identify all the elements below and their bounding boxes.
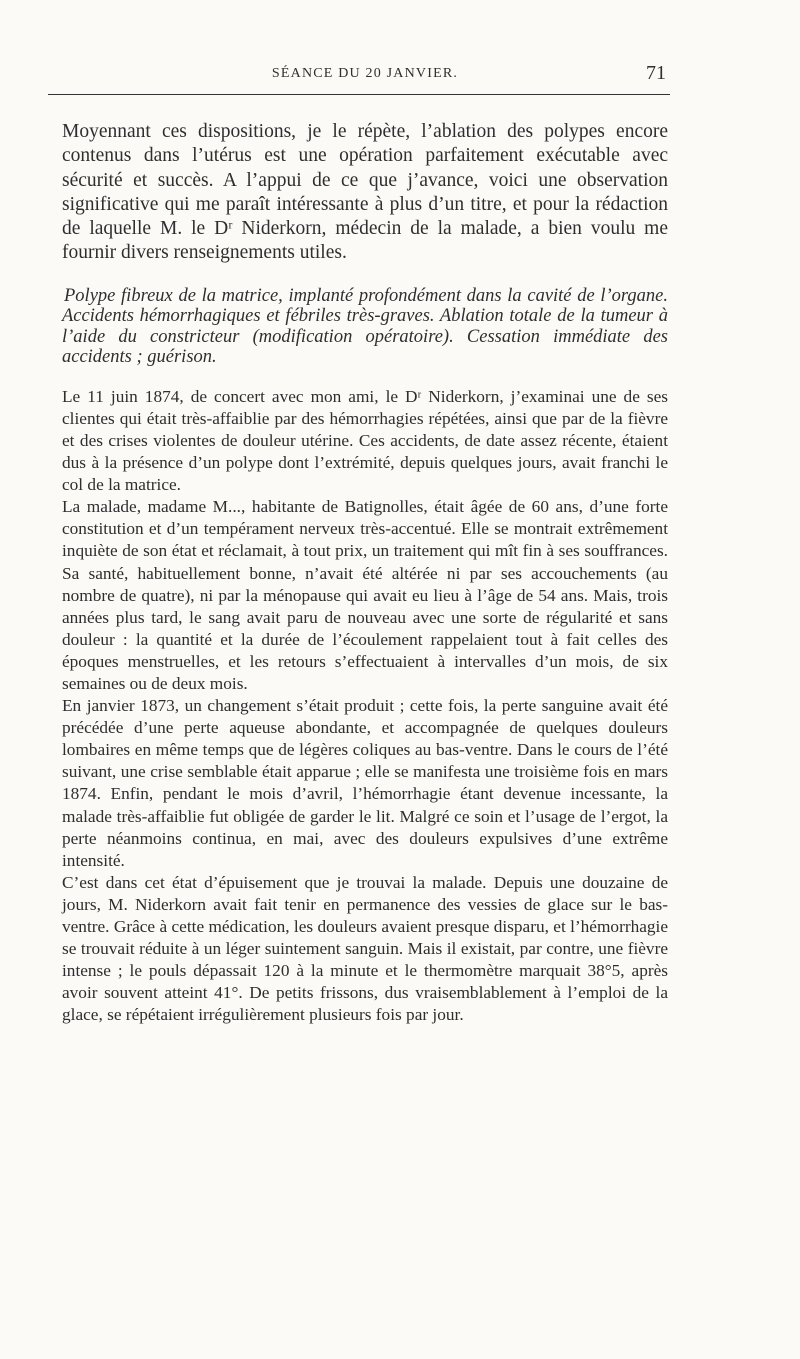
running-head: SÉANCE DU 20 JANVIER. bbox=[271, 66, 459, 81]
case-paragraph-3: En janvier 1873, un changement s’était produit ; cette fois, la perte sanguine avait été précédée d’une perte aqueuse abondante, et accompagnée de quelques douleurs lombaires en même temps que de légères coliques au bas-ventre. Dans le cours de l’été suivant, une crise semblable était apparue ; elle se manifesta une troisième fois en mars 1874. Enfin, pendant le mois d’avril, l’hémorrhagie étant devenue incessante, la malade très-affaiblie fut obligée de garder le lit. Malgré ce soin et l’usage de l’ergot, la perte néanmoins continua, en mai, avec des douleurs expulsives d’une extrême intensité. bbox=[62, 696, 668, 870]
case-paragraph-4: C’est dans cet état d’épuisement que je trouvai la malade. Depuis une douzaine de jours, M. Niderkorn avait fait tenir en permanence des vessies de glace sur le bas-ventre. Grâce à cette médication, les douleurs avaient presque disparu, et l’hémorrhagie se trouvait réduite à un léger suintement sanguin. Mais il existait, par contre, une fièvre intense ; le pouls dépassait 120 à la minute et le thermomètre marquait 38°5, après avoir souvent atteint 41°. De petits frissons, dus vraisemblablement à l’emploi de la glace, se répétaient irrégulièrement plusieurs fois par jour. bbox=[62, 872, 668, 1025]
book-page bbox=[62, 58, 668, 1027]
case-paragraph-2: La malade, madame M..., habitante de Batignolles, était âgée de 60 ans, d’une forte constitution et d’un tempérament nerveux très-accentué. Elle se montrait extrêmement inquiète de son état et réclamait, à tout prix, un traitement qui mît fin à ses souffrances. Sa santé, habituellement bonne, n’avait été altérée ni par ses accouchements (au nombre de quatre), ni par la ménopause qui avait eu lieu à l’âge de 54 ans. Mais, trois années plus tard, le sang avait paru de nouveau avec une sorte de régularité et sans douleur : la quantité et la durée de l’écoulement rappelaient tout à fait celles des époques menstruelles, et les retours s’effectuaient à intervalles d’un mois, de six semaines ou de deux mois. bbox=[62, 497, 668, 693]
case-title: Polype fibreux de la matrice, implanté profondément dans la cavité de l’organe. Accidents hémorrhagiques et fébriles très-graves. Ablation totale de la tumeur à l’aide du constricteur (modification opératoire). Cessation immédiate des accidents ; guérison. bbox=[62, 285, 668, 368]
page-content bbox=[62, 120, 668, 1027]
intro-paragraph: Moyennant ces dispositions, je le répète, l’ablation des polypes encore contenus dans l’utérus est une opération parfaitement exécutable avec sécurité et succès. A l’appui de ce que j’avance, voici une observation significative qui me paraît intéressante à plus d’un titre, et pour la rédaction de laquelle M. le Dʳ Niderkorn, médecin de la malade, a bien voulu me fournir divers renseignements utiles. bbox=[62, 121, 668, 264]
header-rule bbox=[48, 94, 670, 95]
page-header bbox=[62, 58, 668, 92]
case-paragraph-1: Le 11 juin 1874, de concert avec mon ami, le Dʳ Niderkorn, j’examinai une de ses clientes qui était très-affaiblie par des hémorrhagies répétées, ainsi que par de la fièvre et des crises violentes de douleur utérine. Ces accidents, de date assez récente, étaient dus à la présence d’un polype dont l’extrémité, depuis quelques jours, avait franchi le col de la matrice. bbox=[62, 386, 668, 495]
page-number: 71 bbox=[646, 62, 666, 84]
